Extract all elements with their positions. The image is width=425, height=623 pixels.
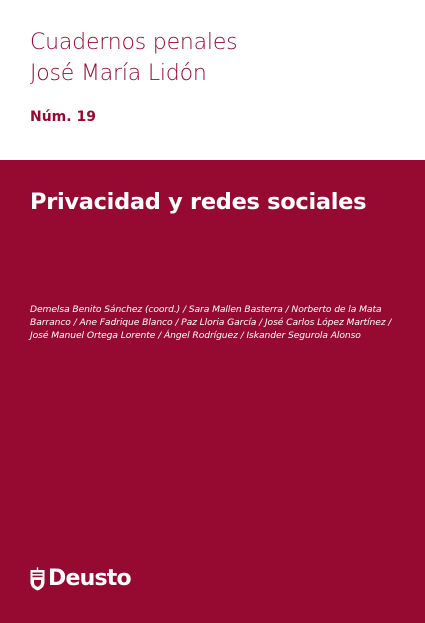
- deusto-shield-icon: [30, 567, 45, 591]
- series-name-line-2: José María Lidón: [30, 61, 207, 86]
- publisher-name: Deusto: [48, 566, 131, 591]
- publisher-logo: [30, 566, 131, 592]
- author-list: Demelsa Benito Sánchez (coord.) / Sara Mallen Basterra / Norberto de la Mata Barranco / Ane Fadrique Blanco / Paz Lloria García / José Carlos López Martínez / José Manuel Ortega Lorente / Ángel Rodríguez / Iskander Segurola Alonso: [30, 304, 392, 341]
- issue-number: Núm. 19: [30, 109, 96, 125]
- cover-body: [0, 160, 425, 623]
- cover-header: [0, 0, 425, 160]
- series-name-line-1: Cuadernos penales: [30, 30, 238, 55]
- book-title: Privacidad y redes sociales: [30, 189, 367, 215]
